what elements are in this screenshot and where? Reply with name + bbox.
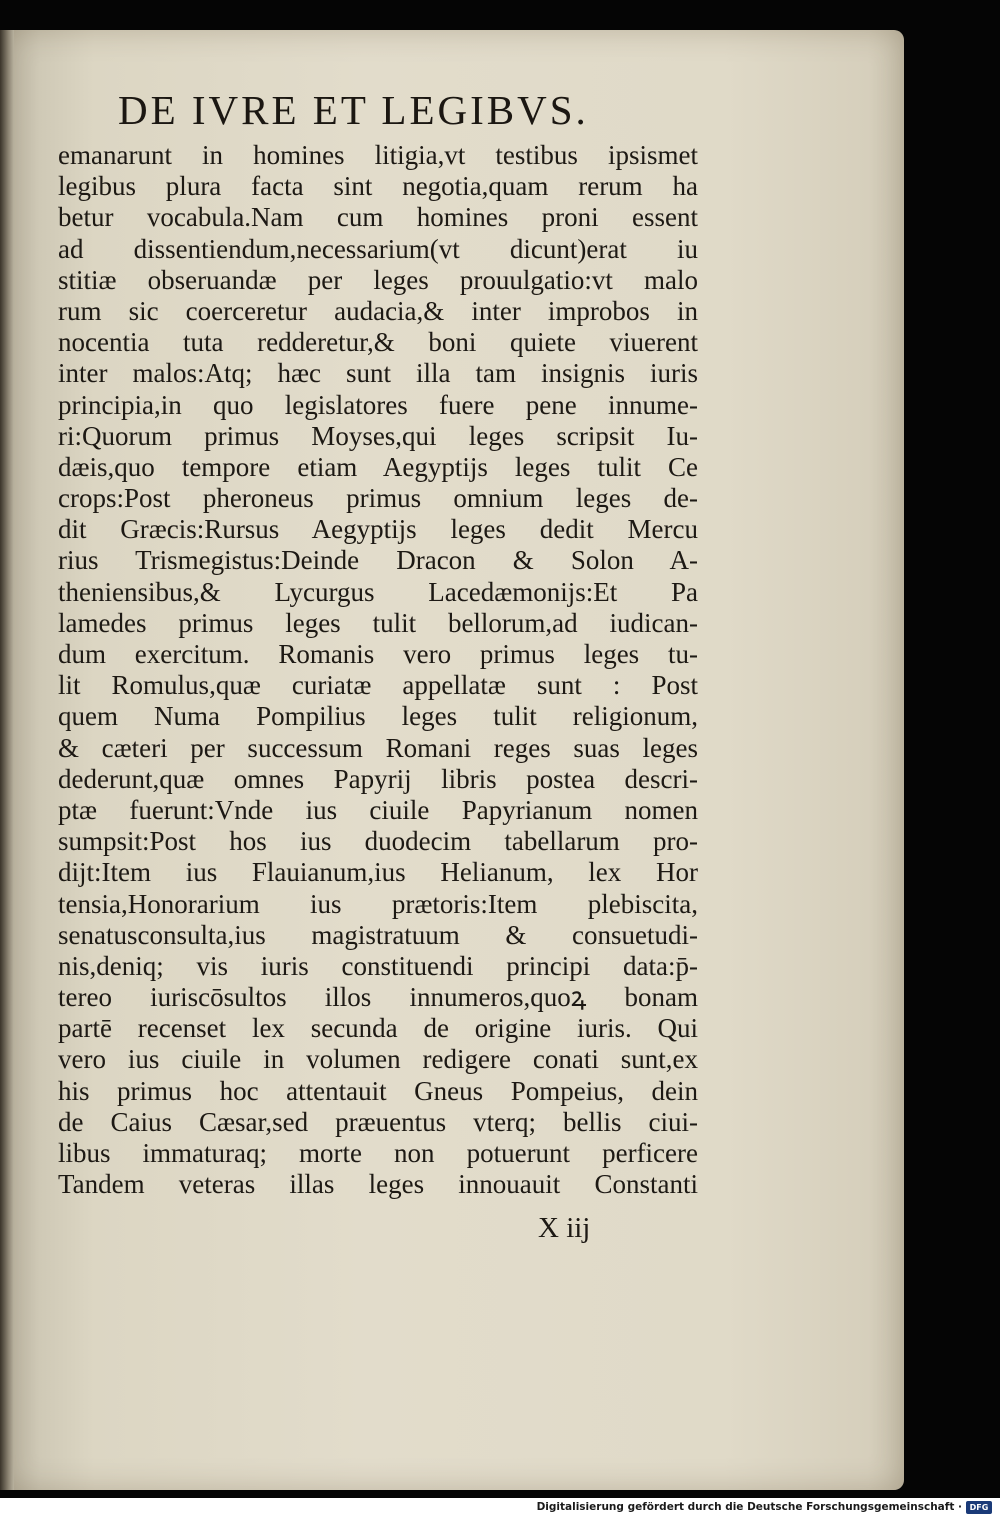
dfg-logo-icon: DFG xyxy=(966,1501,992,1514)
text-line: sumpsit:Post hos ius duodecim tabellarum pro- xyxy=(58,826,698,857)
text-line: rum sic coerceretur audacia,& inter improbos in xyxy=(58,295,698,326)
digitization-footer xyxy=(0,1498,1000,1518)
text-line: lit Romulus,quæ curiatæ appellatæ sunt : Post xyxy=(58,670,698,701)
text-line: dum exercitum. Romanis vero primus leges tu- xyxy=(58,639,698,669)
text-line: & cæteri per successum Romani reges suas leges xyxy=(58,732,698,763)
text-line: crops:Post pheroneus primus omnium leges de- xyxy=(58,483,698,514)
running-head: DE IVRE ET LEGIBVS. xyxy=(118,87,589,133)
text-line: stitiæ obseruandæ per leges prouulgatio:vt malo xyxy=(58,264,698,295)
text-line: dederunt,quæ omnes Papyrij libris postea descri- xyxy=(58,763,698,794)
text-line: partē recenset lex secunda de origine iuris. Qui xyxy=(58,1013,698,1044)
text-line: emanarunt in homines litigia,vt testibus ipsismet xyxy=(58,140,698,170)
text-line: quem Numa Pompilius leges tulit religionum, xyxy=(58,701,698,732)
text-line: theniensibus,& Lycurgus Lacedæmonijs:Et Pa xyxy=(58,576,698,607)
text-line: dit Græcis:Rursus Aegyptijs leges dedit Mercu xyxy=(58,514,698,545)
text-line: tereo iuriscōsultos illos innumeros,quoꝝ bonam xyxy=(58,982,698,1013)
body-text xyxy=(58,140,698,1200)
text-line: libus immaturaq; morte non potuerunt perficere xyxy=(58,1138,698,1168)
text-line: tensia,Honorarium ius prætoris:Item plebiscita, xyxy=(58,888,698,919)
text-line: de Caius Cæsar,sed præuentus vterq; bellis ciui- xyxy=(58,1106,698,1137)
text-line: ri:Quorum primus Moyses,qui leges scripsit Iu- xyxy=(58,420,698,451)
text-line: inter malos:Atq; hæc sunt illa tam insignis iuris xyxy=(58,358,698,389)
text-line: nis,deniq; vis iuris constituendi principi data:p̄- xyxy=(58,950,698,981)
text-line: principia,in quo legislatores fuere pene innume- xyxy=(58,389,698,420)
text-line: dæis,quo tempore etiam Aegyptijs leges tulit Ce xyxy=(58,451,698,482)
text-line: his primus hoc attentauit Gneus Pompeius, dein xyxy=(58,1075,698,1106)
text-line: legibus plura facta sint negotia,quam rerum ha xyxy=(58,171,698,202)
funding-credit: Digitalisierung gefördert durch die Deutsche Forschungsgemeinschaft · xyxy=(536,1501,962,1513)
text-line: Tandem veteras illas leges innouauit Constanti xyxy=(58,1169,698,1200)
text-line: dijt:Item ius Flauianum,ius Helianum, lex Hor xyxy=(58,857,698,888)
text-line: vero ius ciuile in volumen redigere conati sunt,ex xyxy=(58,1044,698,1075)
text-line: ptæ fuerunt:Vnde ius ciuile Papyrianum nomen xyxy=(58,794,698,825)
text-line: betur vocabula.Nam cum homines proni essent xyxy=(58,202,698,233)
page-gutter-shadow xyxy=(0,30,14,1490)
text-line: senatusconsulta,ius magistratuum & consuetudi- xyxy=(58,919,698,950)
text-line: rius Trismegistus:Deinde Dracon & Solon A- xyxy=(58,545,698,576)
signature-mark: X iij xyxy=(538,1212,591,1244)
text-line: lamedes primus leges tulit bellorum,ad iudican- xyxy=(58,607,698,638)
text-line: nocentia tuta redderetur,& boni quiete viuerent xyxy=(58,327,698,358)
text-line: ad dissentiendum,necessarium(vt dicunt)erat iu xyxy=(58,233,698,264)
